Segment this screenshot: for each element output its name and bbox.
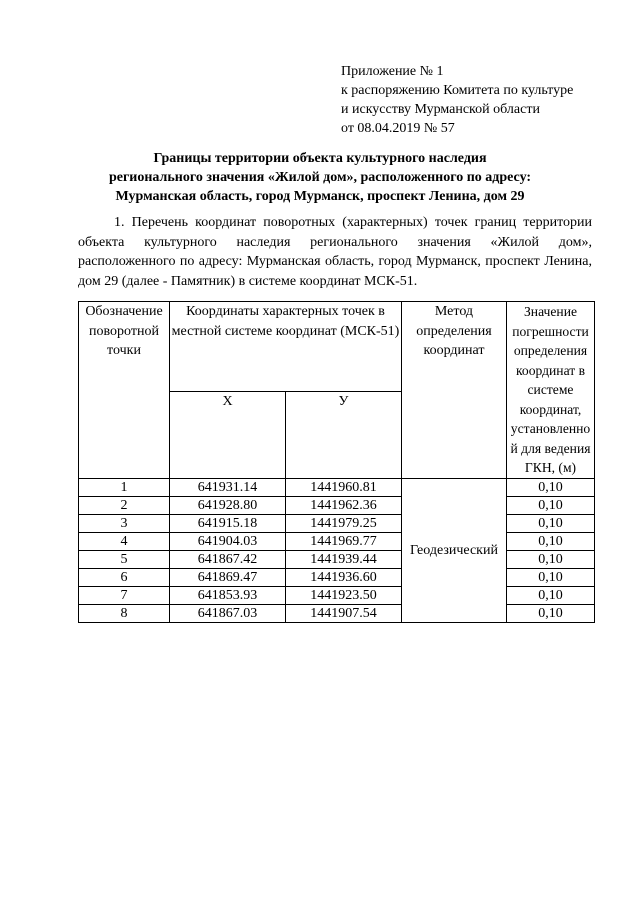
header-method: Метод определения координат <box>402 302 507 479</box>
coordinates-table <box>78 301 595 623</box>
cell-error: 0,10 <box>507 478 595 496</box>
cell-x: 641867.03 <box>170 604 286 622</box>
cell-method: Геодезический <box>402 478 507 622</box>
cell-error: 0,10 <box>507 604 595 622</box>
cell-x: 641931.14 <box>170 478 286 496</box>
cell-x: 641915.18 <box>170 514 286 532</box>
title-line: регионального значения «Жилой дом», расположенного по адресу: <box>108 170 532 185</box>
cell-point: 3 <box>79 514 170 532</box>
header-x: Х <box>170 392 286 478</box>
intro-paragraph: 1. Перечень координат поворотных (характерных) точек границ территории объекта культурного наследия регионального значения «Жилой дом», расположенного по адресу: Мурманская область, город Мурманск, проспект Ленина, дом 29 (далее - Памятник) в системе координат МСК-51. <box>78 215 592 289</box>
title-line: Границы территории объекта культурного наследия <box>153 151 487 166</box>
cell-y: 1441936.60 <box>286 568 402 586</box>
title-line: Мурманская область, город Мурманск, проспект Ленина, дом 29 <box>115 189 525 204</box>
cell-y: 1441962.36 <box>286 496 402 514</box>
appendix-line: к распоряжению Комитета по культуре <box>341 83 574 98</box>
appendix-note <box>341 62 573 138</box>
table-row <box>79 568 595 586</box>
header-y: У <box>286 392 402 478</box>
cell-error: 0,10 <box>507 550 595 568</box>
cell-error: 0,10 <box>507 586 595 604</box>
cell-x: 641928.80 <box>170 496 286 514</box>
cell-y: 1441907.54 <box>286 604 402 622</box>
cell-error: 0,10 <box>507 514 595 532</box>
cell-error: 0,10 <box>507 532 595 550</box>
table-row <box>79 586 595 604</box>
table-row <box>79 496 595 514</box>
cell-x: 641853.93 <box>170 586 286 604</box>
cell-y: 1441979.25 <box>286 514 402 532</box>
table-row <box>79 604 595 622</box>
appendix-line: Приложение № 1 <box>341 64 444 79</box>
cell-point: 8 <box>79 604 170 622</box>
cell-x: 641869.47 <box>170 568 286 586</box>
cell-y: 1441960.81 <box>286 478 402 496</box>
table-row <box>79 478 595 496</box>
cell-point: 7 <box>79 586 170 604</box>
table-row <box>79 550 595 568</box>
appendix-line: и искусству Мурманской области <box>341 102 540 117</box>
cell-y: 1441939.44 <box>286 550 402 568</box>
document-title <box>60 149 580 206</box>
cell-point: 6 <box>79 568 170 586</box>
cell-y: 1441969.77 <box>286 532 402 550</box>
table-row <box>79 532 595 550</box>
cell-x: 641904.03 <box>170 532 286 550</box>
table-row <box>79 514 595 532</box>
cell-point: 4 <box>79 532 170 550</box>
cell-point: 5 <box>79 550 170 568</box>
appendix-line: от 08.04.2019 № 57 <box>341 121 455 136</box>
cell-x: 641867.42 <box>170 550 286 568</box>
cell-point: 1 <box>79 478 170 496</box>
cell-error: 0,10 <box>507 496 595 514</box>
header-coords: Координаты характерных точек в местной системе координат (МСК-51) <box>170 302 402 392</box>
header-point: Обозначение поворотной точки <box>79 302 170 479</box>
cell-point: 2 <box>79 496 170 514</box>
cell-y: 1441923.50 <box>286 586 402 604</box>
cell-error: 0,10 <box>507 568 595 586</box>
header-error: Значение погрешности определения координат в системе координат, установленной для ведения ГКН, (м) <box>507 302 595 479</box>
